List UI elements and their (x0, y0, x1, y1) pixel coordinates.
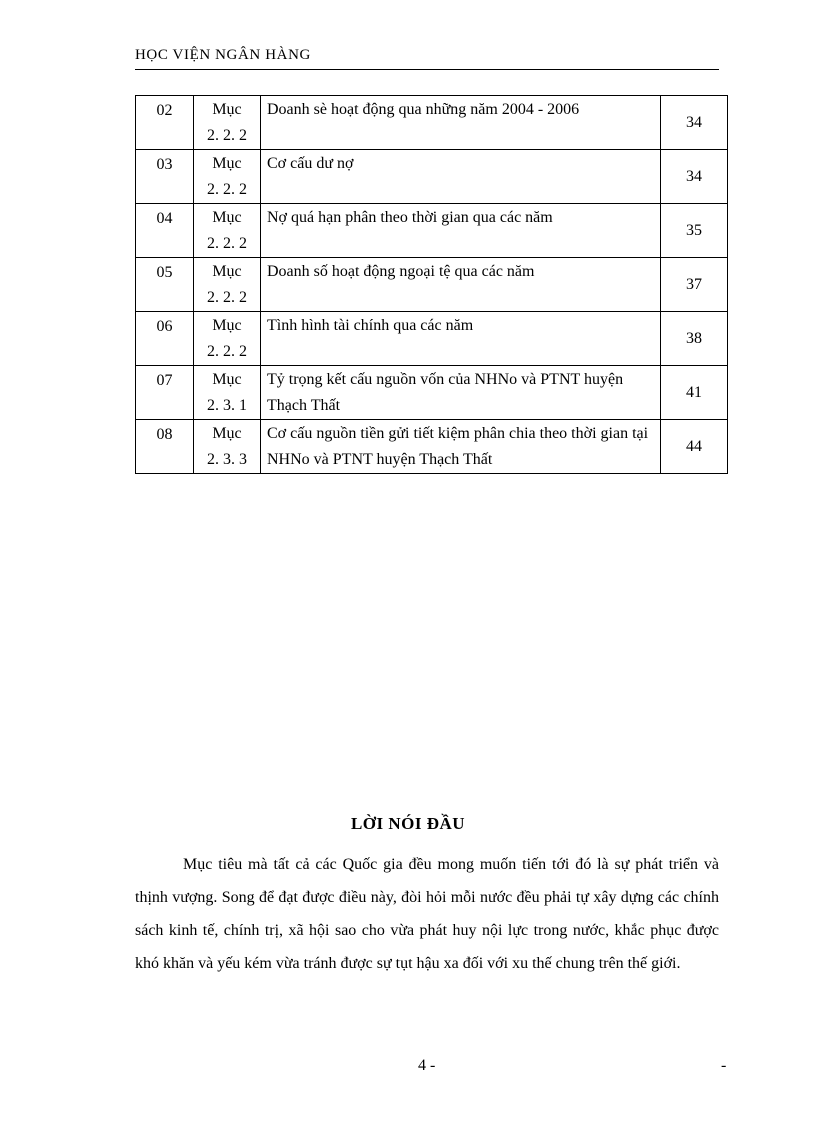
row-section (194, 420, 261, 474)
section-label: Mục (212, 209, 242, 226)
section-number: 2. 2. 2 (207, 181, 247, 198)
intro-paragraph: Mục tiêu mà tất cả các Quốc gia đều mong muốn tiến tới đó là sự phát triển và thịnh vượng. Song để đạt được điều này, đòi hỏi mỗi nước đều phải tự xây dựng các chính sách kinh tế, chính trị, xã hội sao cho vừa phát huy nội lực trong nước, khắc phục được khó khăn và yếu kém vừa tránh được sự tụt hậu xa đối với xu thế chung trên thế giới. (135, 856, 719, 972)
row-number: 03 (136, 150, 194, 204)
page-header (135, 44, 719, 70)
table-of-tables (135, 95, 728, 474)
row-page: 34 (661, 150, 728, 204)
row-page: 35 (661, 204, 728, 258)
row-description: Nợ quá hạn phân theo thời gian qua các năm (261, 204, 661, 258)
row-number: 05 (136, 258, 194, 312)
row-description: Cơ cấu dư nợ (261, 150, 661, 204)
section-label: Mục (212, 371, 242, 388)
row-section (194, 204, 261, 258)
table-row (136, 96, 728, 150)
table-row (136, 420, 728, 474)
section-number: 2. 2. 2 (207, 343, 247, 360)
section-label: Mục (212, 263, 242, 280)
row-description: Doanh số hoạt động ngoại tệ qua các năm (261, 258, 661, 312)
section-label: Mục (212, 101, 242, 118)
row-description: Tỷ trọng kết cấu nguồn vốn của NHNo và PTNT huyện Thạch Thất (261, 366, 661, 420)
section-number: 2. 3. 3 (207, 451, 247, 468)
row-section (194, 366, 261, 420)
row-description: Cơ cấu nguồn tiền gửi tiết kiệm phân chia theo thời gian tại NHNo và PTNT huyện Thạch Thất (261, 420, 661, 474)
row-section (194, 258, 261, 312)
row-page: 34 (661, 96, 728, 150)
table-row (136, 204, 728, 258)
table-row (136, 258, 728, 312)
footer-dash: - (721, 1057, 727, 1074)
table-row (136, 366, 728, 420)
row-number: 04 (136, 204, 194, 258)
row-page: 38 (661, 312, 728, 366)
row-number: 06 (136, 312, 194, 366)
section-number: 2. 2. 2 (207, 235, 247, 252)
header-rule (135, 69, 719, 70)
section-number: 2. 2. 2 (207, 289, 247, 306)
table-row (136, 150, 728, 204)
row-number: 08 (136, 420, 194, 474)
row-description: Doanh sè hoạt động qua những năm 2004 - 2006 (261, 96, 661, 150)
section-number: 2. 3. 1 (207, 397, 247, 414)
row-number: 07 (136, 366, 194, 420)
section-number: 2. 2. 2 (207, 127, 247, 144)
section-label: Mục (212, 317, 242, 334)
table-row (136, 312, 728, 366)
row-number: 02 (136, 96, 194, 150)
row-section (194, 312, 261, 366)
page-number: 4 - (418, 1057, 436, 1074)
row-description: Tình hình tài chính qua các năm (261, 312, 661, 366)
section-label: Mục (212, 155, 242, 172)
row-section (194, 150, 261, 204)
row-section (194, 96, 261, 150)
header-title: HỌC VIỆN NGÂN HÀNG (135, 47, 311, 63)
section-title: LỜI NÓI ĐẦU (350, 814, 466, 833)
section-label: Mục (212, 425, 242, 442)
row-page: 44 (661, 420, 728, 474)
row-page: 37 (661, 258, 728, 312)
row-page: 41 (661, 366, 728, 420)
